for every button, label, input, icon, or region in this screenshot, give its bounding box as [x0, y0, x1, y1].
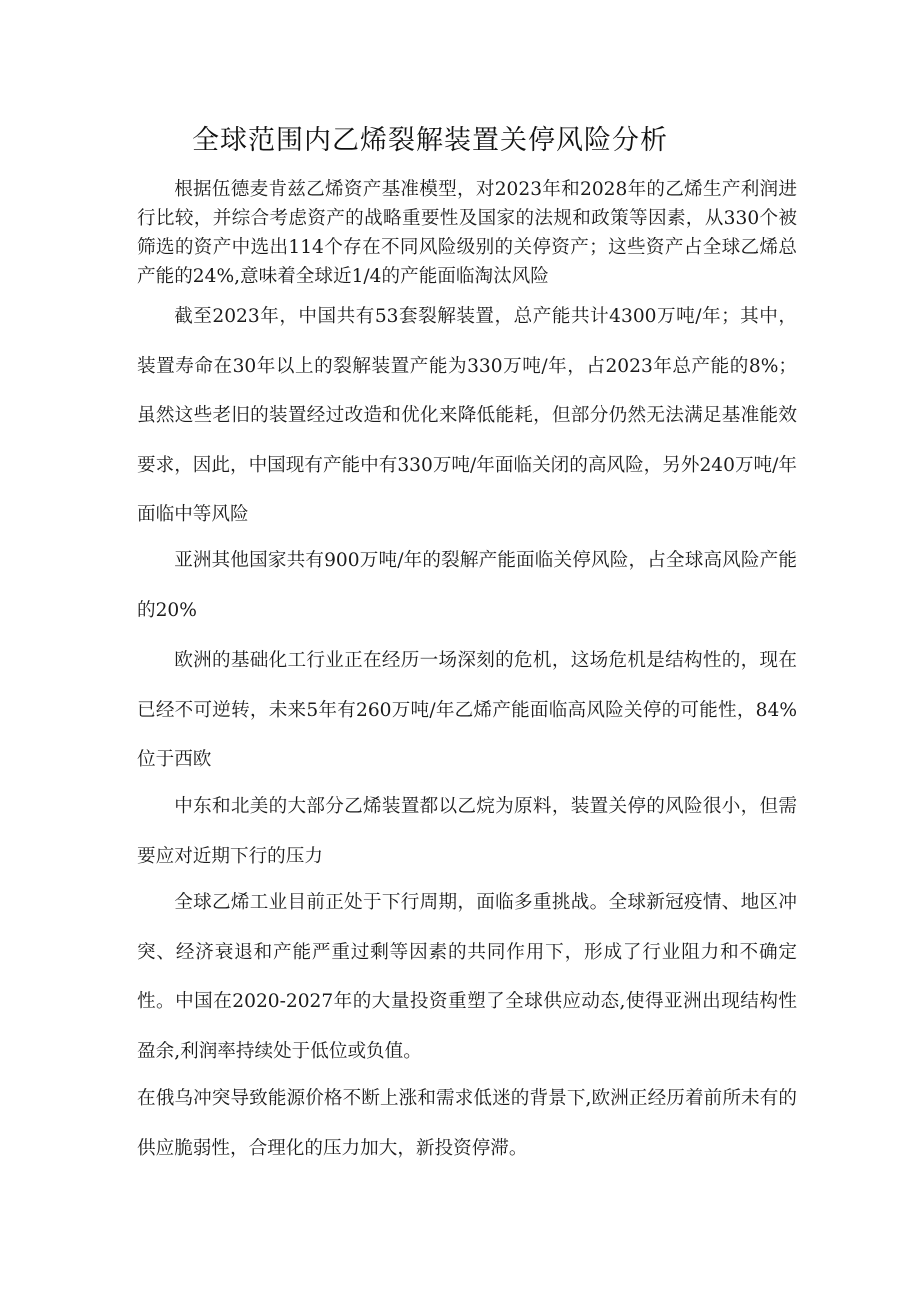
- document-title: 全球范围内乙烯裂解装置关停风险分析: [192, 125, 668, 156]
- paragraph-russia-ukraine-europe: 在俄乌冲突导致能源价格不断上涨和需求低迷的背景下,欧洲正经历着前所未有的供应脆弱性，合理化的压力加大，新投资停滞。: [137, 1088, 797, 1159]
- paragraph-asia-other: 亚洲其他国家共有900万吨/年的裂解产能面临关停风险，占全球高风险产能的20%: [137, 550, 797, 621]
- paragraph-global-downturn: 全球乙烯工业目前正处于下行周期，面临多重挑战。全球新冠疫情、地区冲突、经济衰退和产能严重过剩等因素的共同作用下，形成了行业阻力和不确定性。中国在2020-2027年的大量投资重塑了全球供应动态,使得亚洲出现结构性盈余,利润率持续处于低位或负值。: [137, 892, 797, 1062]
- paragraph-middle-east-north-america: 中东和北美的大部分乙烯装置都以乙烷为原料，装置关停的风险很小，但需要应对近期下行的压力: [137, 796, 797, 867]
- paragraph-china-capacity: 截至2023年，中国共有53套裂解装置，总产能共计4300万吨/年；其中，装置寿命在30年以上的裂解装置产能为330万吨/年，占2023年总产能的8%；虽然这些老旧的装置经过改造和优化来降低能耗，但部分仍然无法满足基准能效要求，因此，中国现有产能中有330万吨/年面临关闭的高风险，另外240万吨/年面临中等风险: [137, 306, 797, 525]
- paragraph-europe-crisis: 欧洲的基础化工行业正在经历一场深刻的危机，这场危机是结构性的，现在已经不可逆转，未来5年有260万吨/年乙烯产能面临高风险关停的可能性，84%位于西欧: [137, 650, 797, 770]
- paragraph-ethylene-asset-model: 根据伍德麦肯兹乙烯资产基准模型，对2023年和2028年的乙烯生产利润进行比较，并综合考虑资产的战略重要性及国家的法规和政策等因素，从330个被筛选的资产中选出114个存在不同风险级别的关停资产；这些资产占全球乙烯总产能的24%,意味着全球近1/4的产能面临淘汰风险: [137, 179, 797, 287]
